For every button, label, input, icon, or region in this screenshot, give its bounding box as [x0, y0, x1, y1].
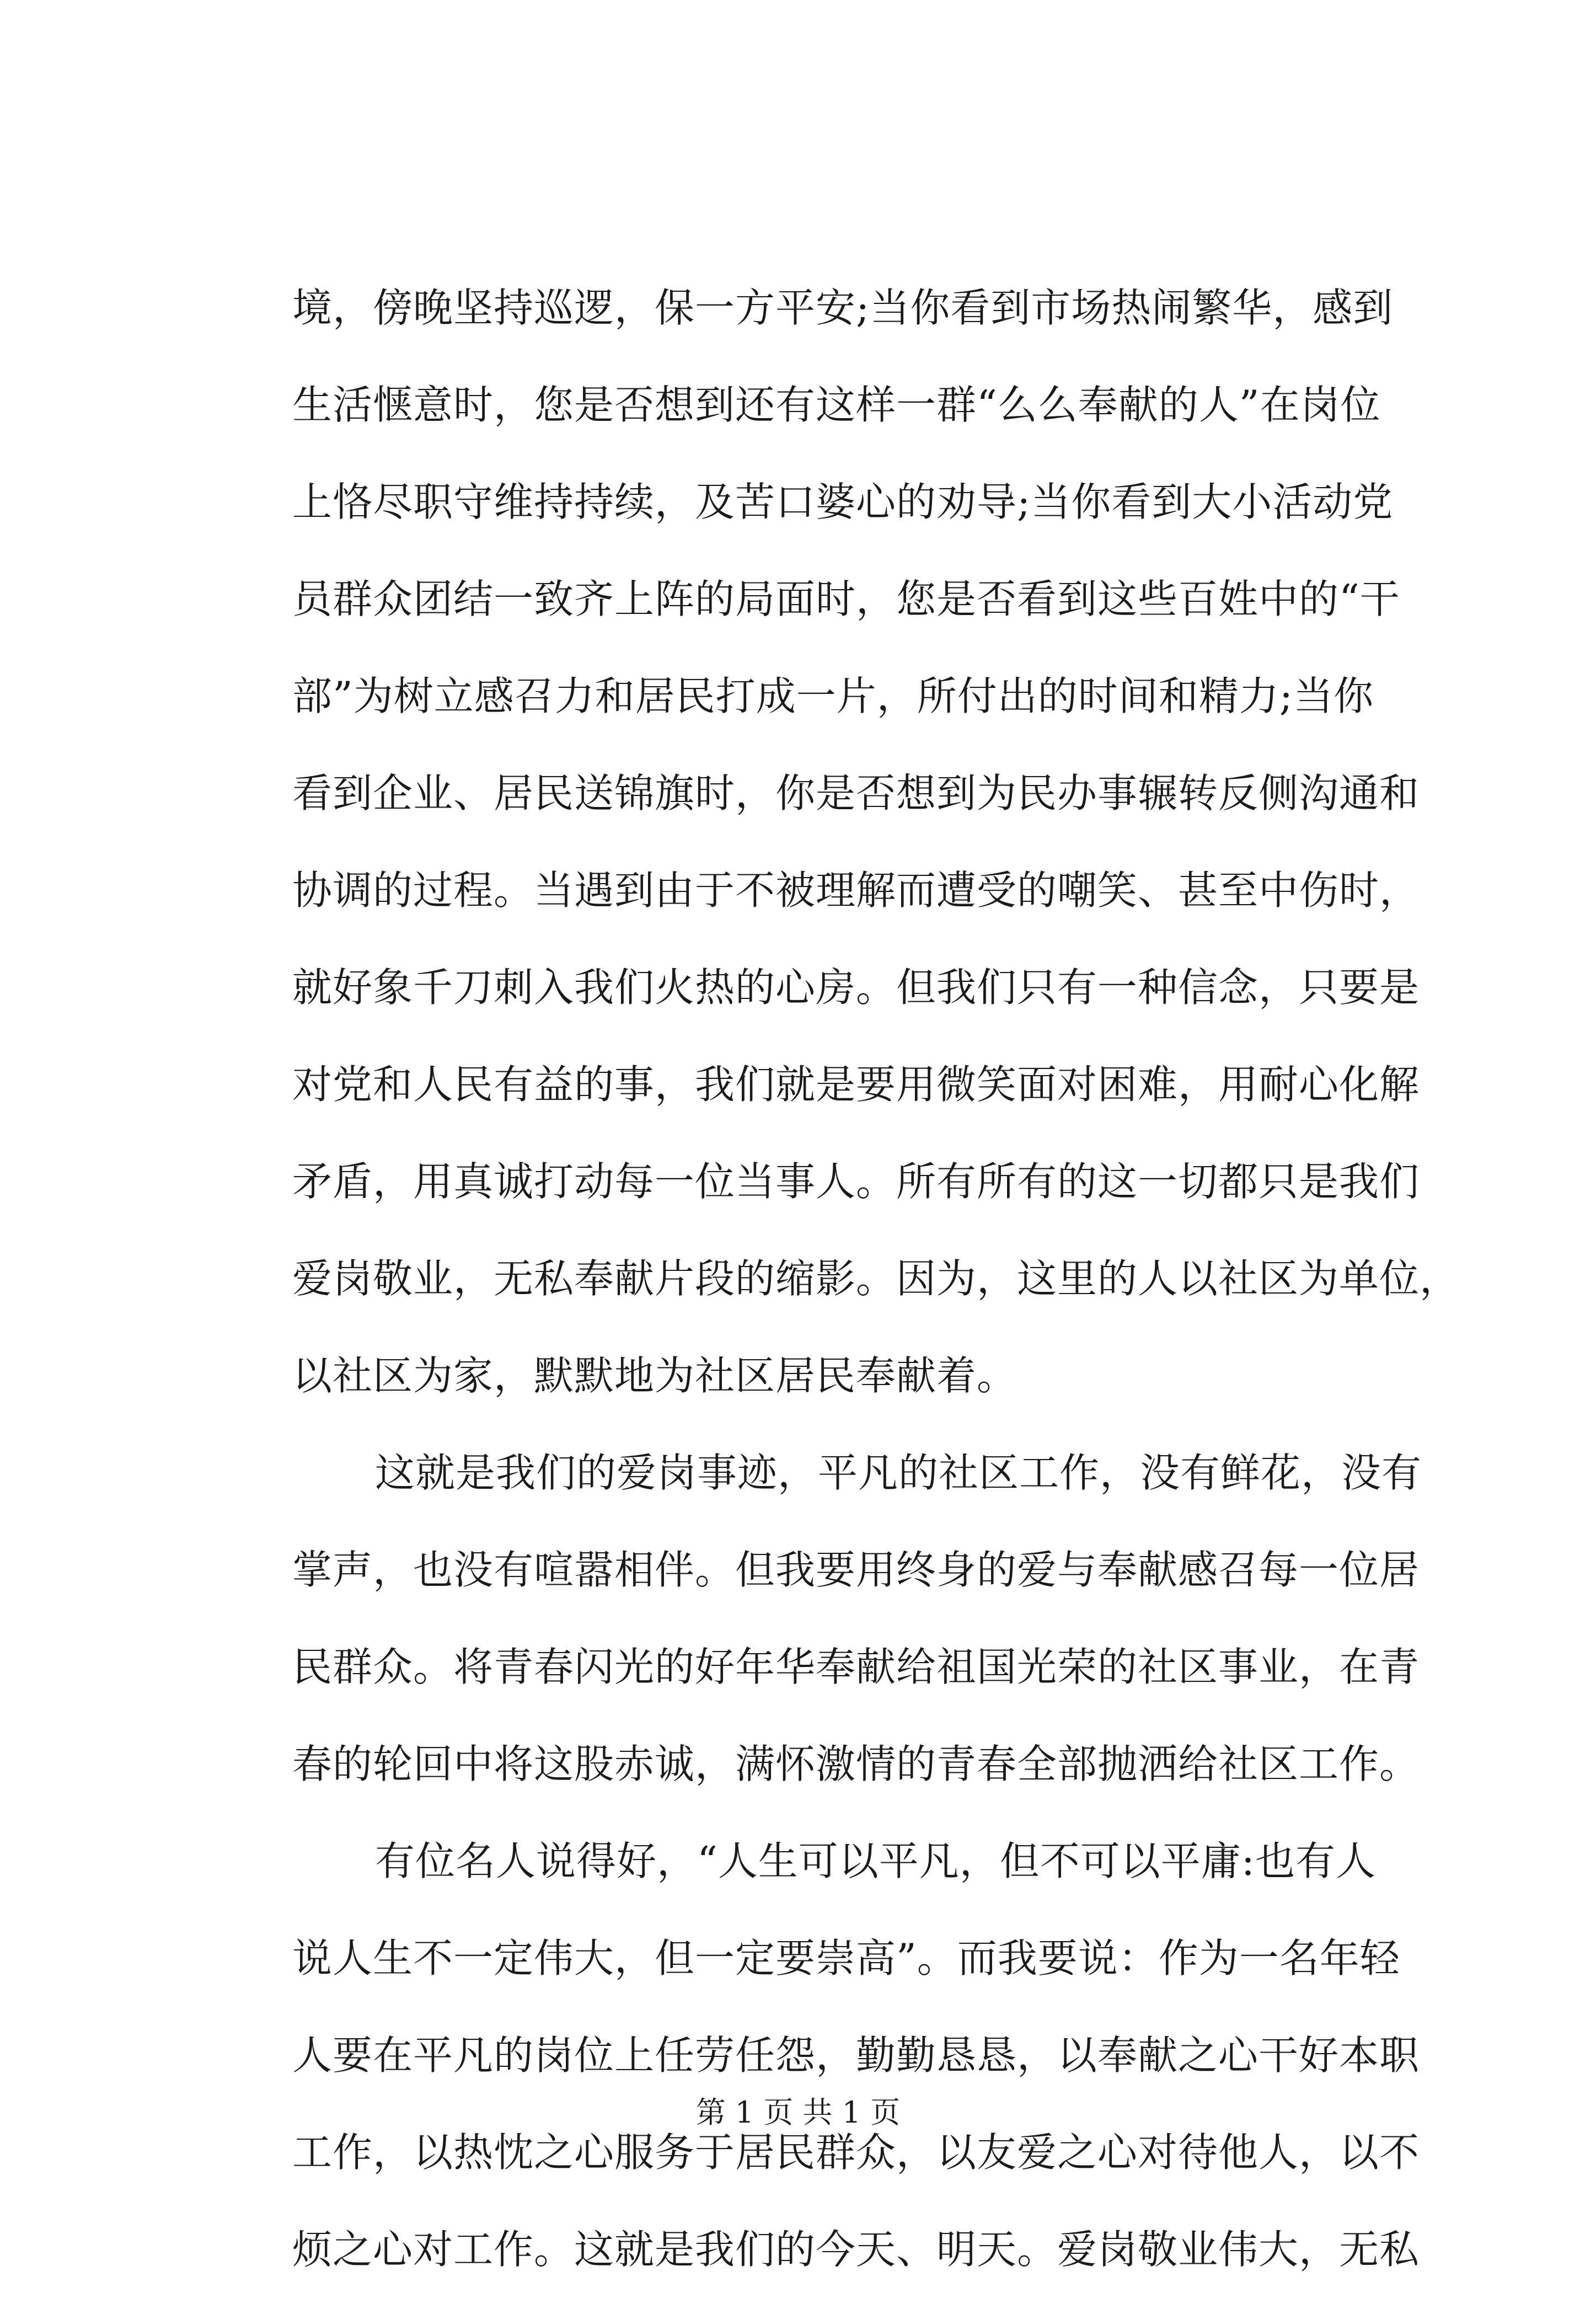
text-line: 看到企业、居民送锦旗时，你是否想到为民办事辗转反侧沟通和: [292, 770, 1420, 816]
text-line: 以社区为家，默默地为社区居民奉献着。: [292, 1353, 1017, 1399]
text-line: 春的轮回中将这股赤诚，满怀激情的青春全部抛洒给社区工作。: [292, 1741, 1420, 1787]
text-line: 协调的过程。当遇到由于不被理解而遭受的嘲笑、甚至中伤时，: [292, 867, 1420, 913]
text-line: 就好象千刀刺入我们火热的心房。但我们只有一种信念，只要是: [292, 964, 1420, 1011]
paragraph-first-line: 有位名人说得好，“人生可以平凡，但不可以平庸:也有人: [375, 1838, 1377, 1884]
text-line: 上恪尽职守维持持续，及苦口婆心的劝导;当你看到大小活动党: [292, 479, 1394, 525]
body-text: [292, 259, 1460, 2298]
text-line: 境，傍晚坚持巡逻，保一方平安;当你看到市场热闹繁华，感到: [292, 285, 1394, 331]
text-line: 员群众团结一致齐上阵的局面时，您是否看到这些百姓中的“干: [292, 576, 1400, 622]
paragraph-first-line: 这就是我们的爱岗事迹，平凡的社区工作，没有鲜花，没有: [375, 1450, 1422, 1496]
text-line: 人要在平凡的岗位上任劳任怨，勤勤恳恳，以奉献之心干好本职: [292, 2032, 1420, 2078]
text-line: 矛盾，用真诚打动每一位当事人。所有所有的这一切都只是我们: [292, 1158, 1420, 1205]
text-line: 掌声，也没有喧嚣相伴。但我要用终身的爱与奉献感召每一位居: [292, 1547, 1420, 1593]
text-line: 说人生不一定伟大，但一定要崇高”。而我要说：作为一名年轻: [292, 1935, 1400, 1981]
page-footer: 第 1 页 共 1 页: [695, 2095, 901, 2130]
text-line: 工作，以热忱之心服务于居民群众，以友爱之心对待他人，以不: [292, 2129, 1420, 2176]
text-line: 部”为树立感召力和居民打成一片，所付出的时间和精力;当你: [292, 673, 1374, 719]
text-line: 烦之心对工作。这就是我们的今天、明天。爱岗敬业伟大，无私: [292, 2226, 1420, 2273]
text-line: 生活惬意时，您是否想到还有这样一群“么么奉献的人”在岗位: [292, 382, 1381, 428]
text-line: 民群众。将青春闪光的好年华奉献给祖国光荣的社区事业，在青: [292, 1644, 1420, 1690]
text-line: 对党和人民有益的事，我们就是要用微笑面对困难，用耐心化解: [292, 1061, 1420, 1108]
text-line: 爱岗敬业，无私奉献片段的缩影。因为，这里的人以社区为单位，: [292, 1255, 1460, 1302]
